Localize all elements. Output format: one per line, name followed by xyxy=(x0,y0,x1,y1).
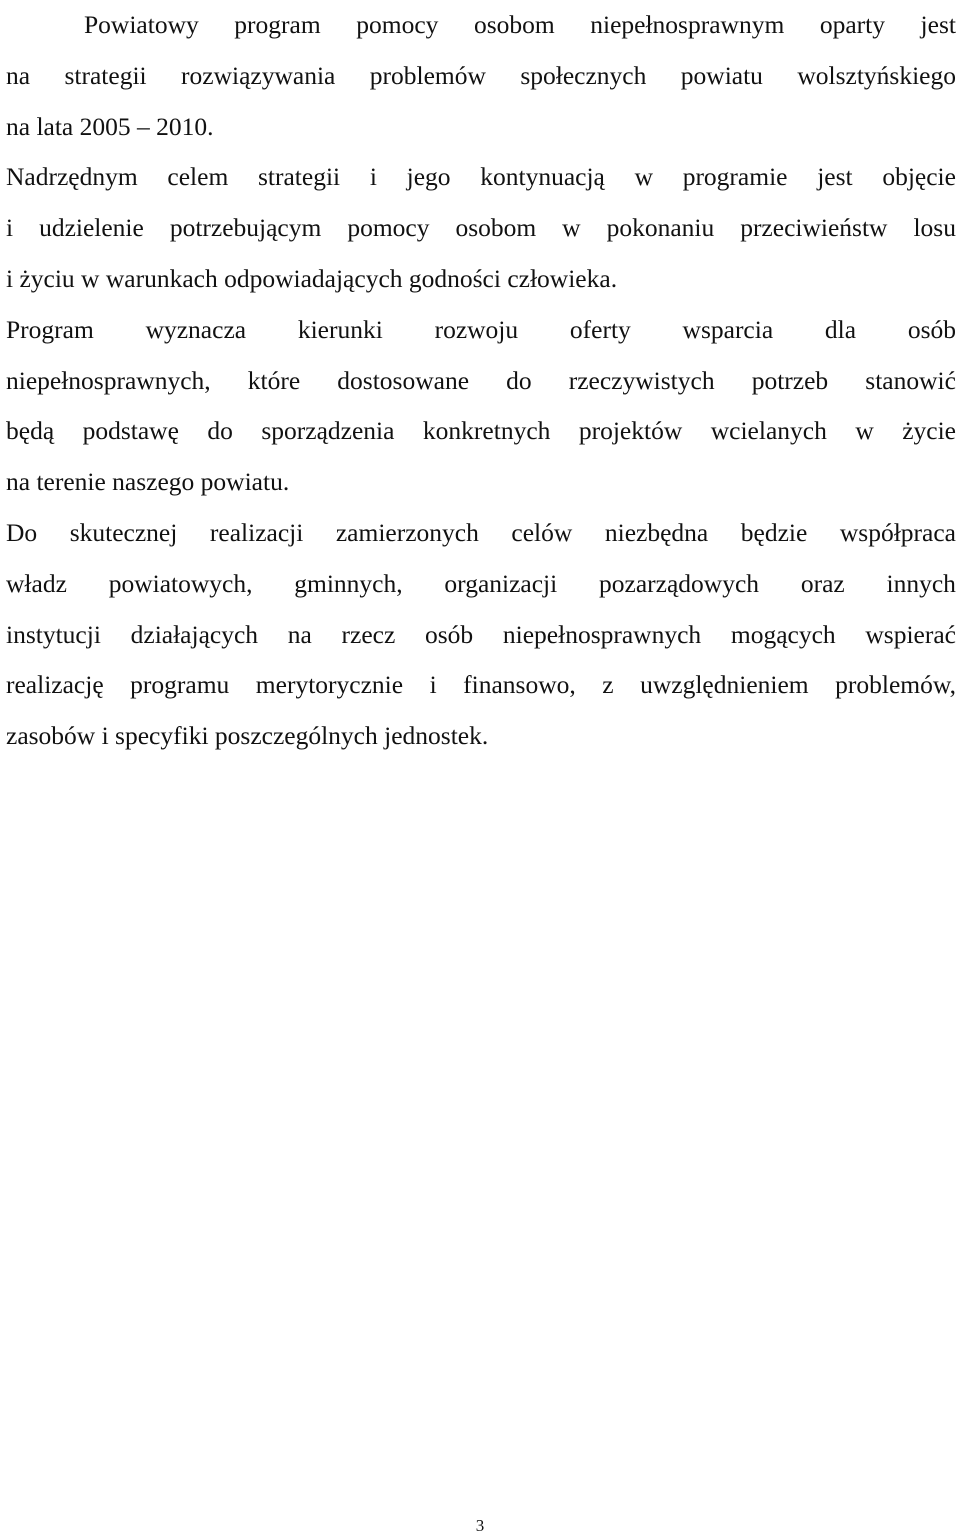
word: życie xyxy=(902,416,956,446)
word: rzeczywistych xyxy=(568,365,715,395)
word: pokonaniu xyxy=(606,213,715,243)
line-text xyxy=(6,305,956,356)
word: kontynuacją xyxy=(480,162,605,192)
word: jego xyxy=(406,162,451,192)
word: oferty xyxy=(569,314,631,344)
word: objęcie xyxy=(882,162,956,192)
line-text xyxy=(6,51,956,102)
word: instytucji xyxy=(6,619,101,649)
word: organizacji xyxy=(444,568,558,598)
text-line xyxy=(6,406,956,457)
word: wolsztyńskiego xyxy=(797,60,956,90)
text-line xyxy=(6,457,956,508)
word: w xyxy=(855,416,874,446)
text-line xyxy=(6,152,956,203)
word: powiatu xyxy=(680,60,763,90)
word: działających xyxy=(130,619,259,649)
word: stanowić xyxy=(865,365,956,395)
word: Powiatowy xyxy=(84,10,199,39)
word: mogących xyxy=(730,619,836,649)
word: z xyxy=(602,670,614,700)
text-line xyxy=(6,102,956,153)
line-text xyxy=(6,203,956,254)
word: realizacji xyxy=(209,517,304,547)
word: w xyxy=(562,213,581,243)
word: celem xyxy=(167,162,229,192)
word: jest xyxy=(920,10,956,39)
word: jest xyxy=(817,162,853,192)
word: programie xyxy=(682,162,788,192)
word: w xyxy=(634,162,653,192)
text-line xyxy=(6,508,956,559)
word: będą xyxy=(6,416,55,446)
word: dostosowane xyxy=(337,365,470,395)
text-line xyxy=(6,203,956,254)
word: powiatowych, xyxy=(108,568,253,598)
word: rzecz xyxy=(341,619,396,649)
text-line xyxy=(6,254,956,305)
word: pomocy xyxy=(356,10,439,39)
word: niepełnosprawnym xyxy=(590,10,785,39)
line-text: na lata 2005 – 2010. xyxy=(6,111,214,141)
word: pozarządowych xyxy=(599,568,760,598)
word: niezbędna xyxy=(604,517,709,547)
word: niepełnosprawnych xyxy=(502,619,702,649)
word: i xyxy=(429,670,437,700)
line-text xyxy=(6,406,956,457)
word: wcielanych xyxy=(710,416,827,446)
word: pomocy xyxy=(347,213,430,243)
word: potrzebującym xyxy=(169,213,322,243)
word: i xyxy=(6,213,14,243)
word: zamierzonych xyxy=(335,517,479,547)
word: uwzględnieniem xyxy=(640,670,809,700)
body-text xyxy=(6,0,956,762)
word: losu xyxy=(913,213,956,243)
text-line xyxy=(6,51,956,102)
word: Nadrzędnym xyxy=(6,162,138,192)
word: osób xyxy=(425,619,474,649)
word: na xyxy=(6,60,31,90)
word: do xyxy=(506,365,532,395)
text-line xyxy=(6,559,956,610)
word: osobom xyxy=(473,10,555,39)
word: strategii xyxy=(64,60,147,90)
word: problemów, xyxy=(835,670,956,700)
word: Do xyxy=(6,517,38,547)
line-text xyxy=(6,508,956,559)
word: wsparcia xyxy=(682,314,774,344)
word: innych xyxy=(886,568,956,598)
word: celów xyxy=(511,517,573,547)
word: konkretnych xyxy=(422,416,551,446)
word: Program xyxy=(6,314,94,344)
word: wyznacza xyxy=(145,314,247,344)
word: udzielenie xyxy=(39,213,144,243)
word: kierunki xyxy=(297,314,383,344)
page-number: 3 xyxy=(475,1516,485,1535)
word: które xyxy=(247,365,301,395)
line-text xyxy=(6,356,956,407)
word: sporządzenia xyxy=(261,416,395,446)
line-text: na terenie naszego powiatu. xyxy=(6,467,290,497)
word: i xyxy=(369,162,377,192)
word: oraz xyxy=(800,568,845,598)
word: na xyxy=(287,619,312,649)
word: rozwoju xyxy=(434,314,519,344)
word: osób xyxy=(907,314,956,344)
word: projektów xyxy=(578,416,683,446)
word: rozwiązywania xyxy=(181,60,336,90)
text-line xyxy=(6,305,956,356)
word: gminnych, xyxy=(294,568,403,598)
line-text xyxy=(6,660,956,711)
line-text xyxy=(6,152,956,203)
word: oparty xyxy=(819,10,885,39)
word: program xyxy=(234,10,321,39)
word: do xyxy=(207,416,233,446)
line-text xyxy=(6,559,956,610)
line-text xyxy=(84,0,956,51)
line-text: i życiu w warunkach odpowiadających godności człowieka. xyxy=(6,263,618,293)
word: potrzeb xyxy=(751,365,829,395)
word: strategii xyxy=(257,162,341,192)
word: społecznych xyxy=(520,60,647,90)
word: skutecznej xyxy=(69,517,178,547)
word: programu xyxy=(130,670,230,700)
word: współpraca xyxy=(839,517,956,547)
word: dla xyxy=(824,314,857,344)
word: merytorycznie xyxy=(255,670,404,700)
line-text: zasobów i specyfiki poszczególnych jednostek. xyxy=(6,721,489,751)
word: wspierać xyxy=(865,619,956,649)
text-line xyxy=(6,0,956,51)
word: władz xyxy=(6,568,67,598)
line-text xyxy=(6,610,956,661)
text-line xyxy=(6,660,956,711)
word: przeciwieństw xyxy=(740,213,888,243)
word: osobom xyxy=(455,213,537,243)
word: problemów xyxy=(369,60,486,90)
word: finansowo, xyxy=(463,670,576,700)
word: niepełnosprawnych, xyxy=(6,365,211,395)
word: podstawę xyxy=(82,416,179,446)
text-line xyxy=(6,356,956,407)
word: realizację xyxy=(6,670,104,700)
text-line xyxy=(6,711,956,762)
text-line xyxy=(6,610,956,661)
word: będzie xyxy=(740,517,808,547)
